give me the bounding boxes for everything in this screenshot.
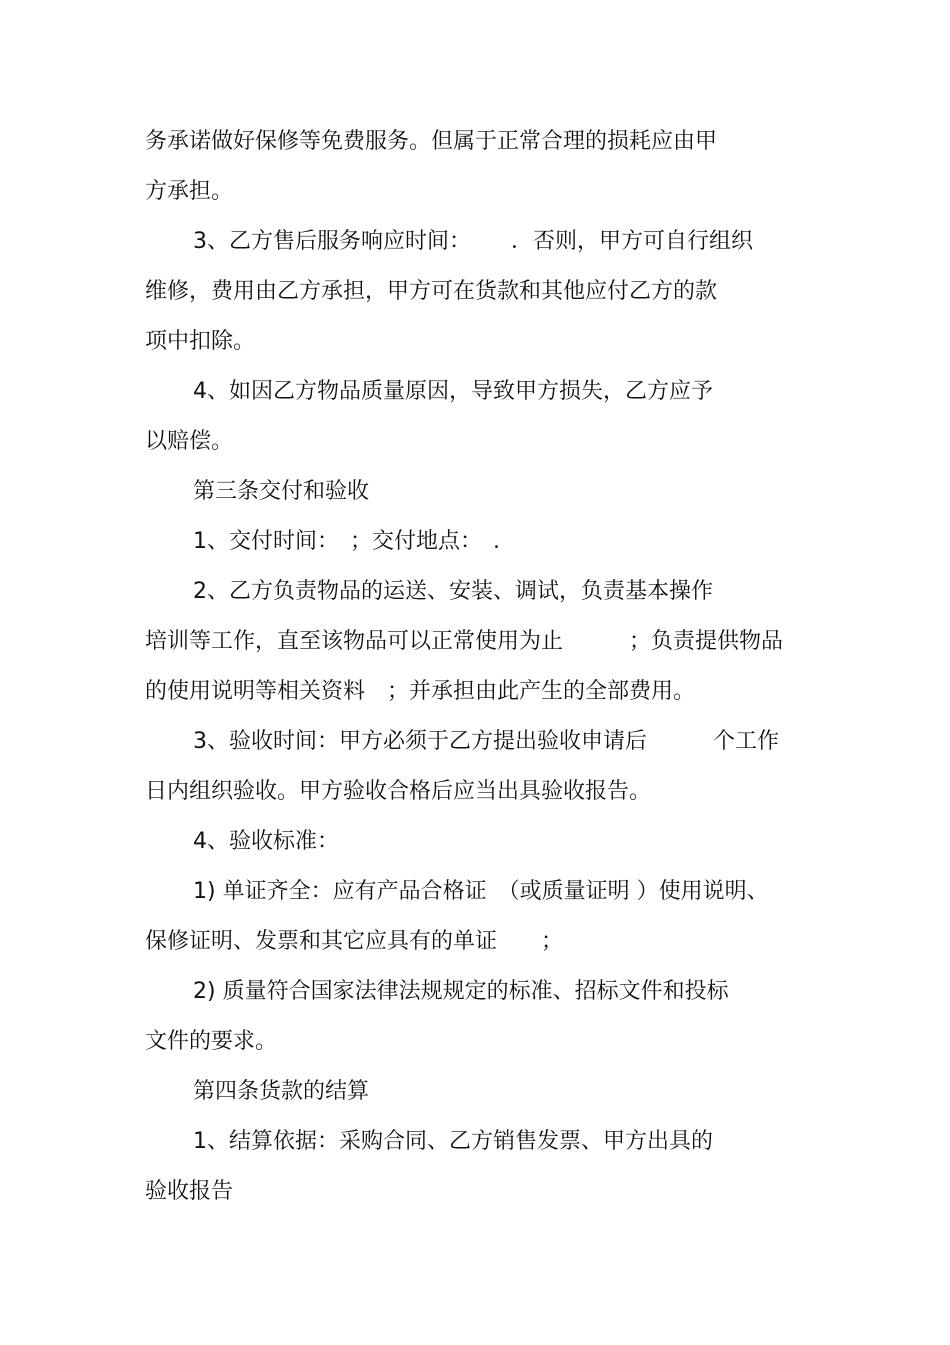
paragraph-line: 方承担。	[145, 179, 234, 204]
paragraph-line: 培训等工作，直至该物品可以正常使用为止 ；负责提供物品	[145, 629, 784, 654]
paragraph-line: 维修，费用由乙方承担，甲方可在货款和其他应付乙方的款	[145, 279, 718, 304]
paragraph-line: 文件的要求。	[145, 1029, 278, 1054]
paragraph-line: 以赔偿。	[145, 429, 234, 454]
paragraph-line: 1) 单证齐全：应有产品合格证 （或质量证明 ）使用说明、	[193, 879, 769, 904]
paragraph-line: 2) 质量符合国家法律法规规定的标准、招标文件和投标	[193, 979, 729, 1004]
paragraph-line: 3、乙方售后服务响应时间： ．否则，甲方可自行组织	[193, 229, 753, 254]
paragraph-line: 1、交付时间： ；交付地点： .	[193, 529, 500, 554]
paragraph-line: 1、结算依据：采购合同、乙方销售发票、甲方出具的	[193, 1129, 713, 1154]
section-heading: 第四条货款的结算	[193, 1079, 370, 1104]
paragraph-line: 保修证明、发票和其它应具有的单证 ；	[145, 929, 564, 954]
paragraph-line: 验收报告	[145, 1179, 234, 1204]
paragraph-line: 的使用说明等相关资料 ；并承担由此产生的全部费用。	[145, 679, 696, 704]
paragraph-line: 4、验收标准：	[193, 829, 339, 854]
paragraph-line: 日内组织验收。甲方验收合格后应当出具验收报告。	[145, 779, 652, 804]
paragraph-line: 务承诺做好保修等免费服务。但属于正常合理的损耗应由甲	[145, 129, 718, 154]
paragraph-line: 2、乙方负责物品的运送、安装、调试，负责基本操作	[193, 579, 713, 604]
paragraph-line: 3、验收时间：甲方必须于乙方提出验收申请后 个工作	[193, 729, 779, 754]
paragraph-line: 项中扣除。	[145, 329, 256, 354]
paragraph-line: 4、如因乙方物品质量原因，导致甲方损失，乙方应予	[193, 379, 713, 404]
section-heading: 第三条交付和验收	[193, 479, 370, 504]
